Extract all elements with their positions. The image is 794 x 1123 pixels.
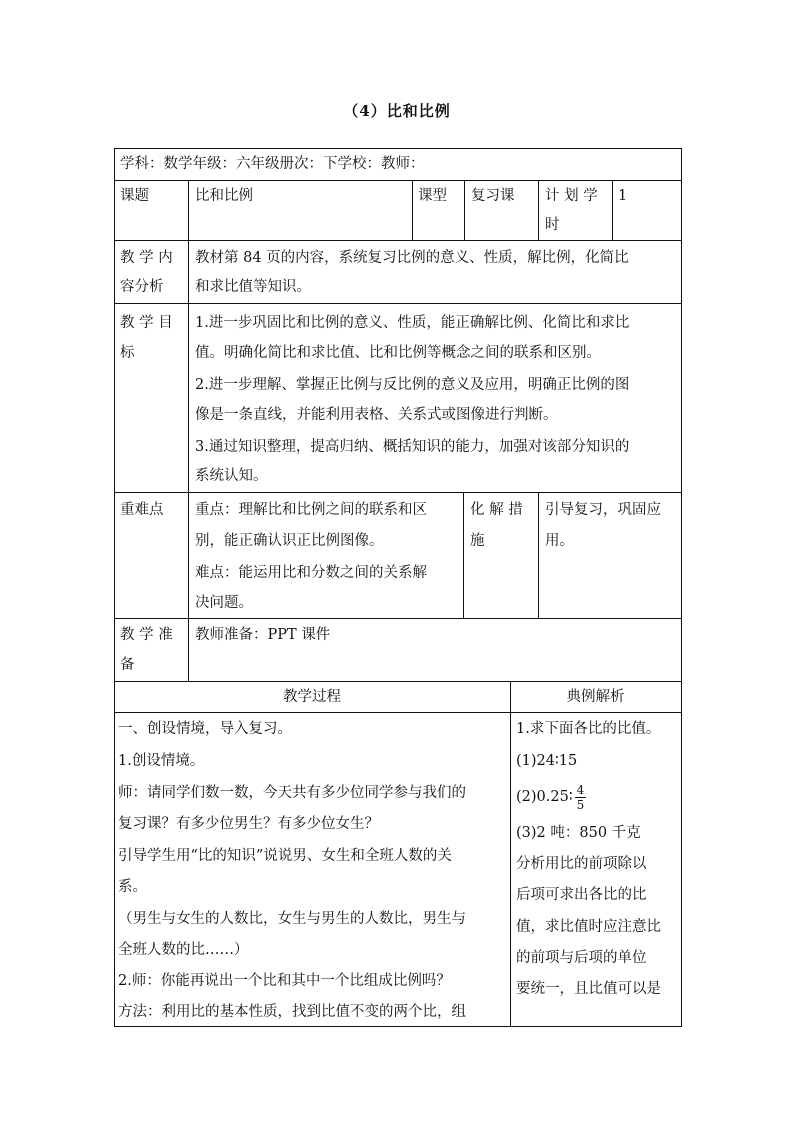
process-line: 一、创设情境，导入复习。: [118, 721, 292, 737]
example-line: (3)2 吨：850 千克: [516, 825, 641, 841]
process-line: 方法：利用比的基本性质，找到比值不变的两个比，组: [118, 1004, 466, 1020]
process-header: 教学过程: [283, 689, 341, 705]
prep-label-line1: 教 学 准: [120, 627, 173, 643]
example-line: (1)24∶15: [516, 753, 578, 769]
measure-label-line1: 化 解 措: [470, 502, 523, 518]
goals-line: 像是一条直线，并能利用表格、关系式或图像进行判断。: [195, 407, 558, 423]
hours-label-line2: 时: [545, 217, 560, 233]
content-line: 教材第 84 页的内容，系统复习比例的意义、性质，解比例，化简比: [195, 250, 629, 266]
key-line: 决问题。: [195, 595, 253, 611]
content-label-line2: 容分析: [120, 279, 164, 295]
goals-label-line2: 标: [120, 345, 135, 361]
example-line: 值，求比值时应注意比: [516, 919, 661, 935]
process-line: 系。: [118, 879, 147, 895]
example-line: 的前项与后项的单位: [516, 950, 647, 966]
measure-line: 引导复习，巩固应: [545, 502, 661, 518]
goals-line: 系统认知。: [195, 468, 268, 484]
page-title: （4）比和比例: [343, 102, 451, 120]
type-value: 复习课: [471, 188, 515, 204]
key-line: 重点：理解比和比例之间的联系和区: [195, 502, 427, 518]
content-line: 和求比值等知识。: [195, 279, 311, 295]
example-line: 分析用比的前项除以: [516, 856, 647, 872]
type-label: 课型: [418, 188, 447, 204]
goals-line: 2.进一步理解、掌握正比例与反比例的意义及应用，明确正比例的图: [195, 377, 630, 393]
process-line: 1.创设情境。: [118, 753, 205, 769]
goals-line: 1.进一步巩固比和比例的意义、性质，能正确解比例、化简比和求比: [195, 315, 630, 331]
goals-label-line1: 教 学 目: [120, 315, 173, 331]
process-line: 师：请同学们数一数，今天共有多少位同学参与我们的: [118, 785, 466, 801]
info-line: 学科：数学年级：六年级册次：下学校：教师：: [120, 156, 425, 172]
example-line: 1.求下面各比的比值。: [516, 721, 661, 737]
topic-value: 比和比例: [195, 188, 253, 204]
goals-line: 值。明确化简比和求比值、比和比例等概念之间的联系和区别。: [195, 345, 601, 361]
fraction: [575, 783, 587, 812]
key-line: 别，能正确认识正比例图像。: [195, 533, 384, 549]
hours-value: 1: [618, 188, 628, 204]
fraction-denominator: 5: [576, 797, 585, 812]
process-line: 2.师：你能再说出一个比和其中一个比组成比例吗？: [118, 973, 451, 989]
example-line: 要统一，且比值可以是: [516, 981, 661, 997]
key-line: 难点：能运用比和分数之间的关系解: [195, 565, 427, 581]
prep-value: 教师准备：PPT 课件: [195, 627, 331, 643]
content-label-line1: 教 学 内: [120, 250, 173, 266]
process-line: 引导学生用“比的知识”说说男、女生和全班人数的关: [118, 848, 452, 864]
process-line: （男生与女生的人数比，女生与男生的人数比，男生与: [118, 911, 466, 927]
fraction-numerator: 4: [576, 782, 585, 797]
measure-label-line2: 施: [470, 533, 485, 549]
key-label: 重难点: [120, 502, 164, 518]
process-line: 复习课？有多少位男生？有多少位女生？: [118, 816, 379, 832]
example-line: (2)0.25∶: [516, 789, 573, 805]
hours-label-line1: 计 划 学: [545, 188, 598, 204]
goals-line: 3.通过知识整理，提高归纳、概括知识的能力，加强对该部分知识的: [195, 439, 630, 455]
prep-label-line2: 备: [120, 657, 135, 673]
measure-line: 用。: [545, 533, 574, 549]
example-header: 典例解析: [566, 689, 625, 705]
process-line: 全班人数的比……）: [118, 942, 249, 958]
topic-label: 课题: [120, 188, 149, 204]
example-fraction-line: [516, 780, 586, 814]
example-line: 后项可求出各比的比: [516, 887, 647, 903]
